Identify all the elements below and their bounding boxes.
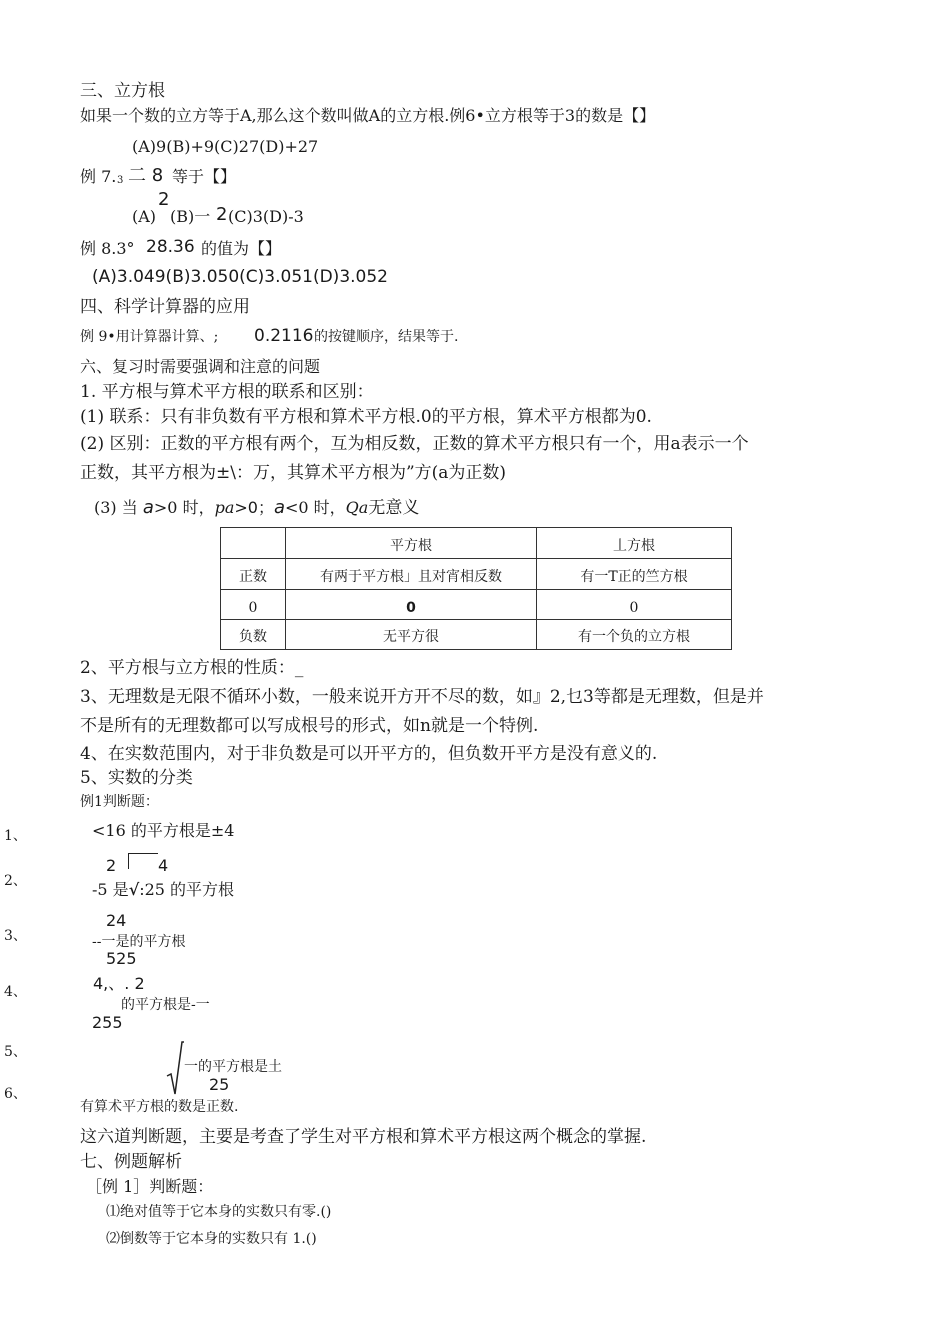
- item-number-6: 6、: [4, 1086, 27, 1102]
- condition-var-a: a: [142, 497, 154, 518]
- point-4: 4、在实数范围内，对于非负数是可以开平方的，但负数开平方是没有意义的.: [80, 744, 658, 764]
- example-8-options: (A)3.049(B)3.050(C)3.051(D)3.052: [92, 267, 388, 287]
- item-5-denominator: 25: [209, 1075, 230, 1094]
- example-8-value: 28.36: [146, 237, 195, 257]
- section-3-title: 三、立方根: [80, 81, 165, 101]
- point-3: 3、无理数是无限不循环小数，一般来说开方开不尽的数，如』2,乜3等都是无理数，但是并: [80, 687, 764, 707]
- condition-pa: pa: [214, 498, 235, 517]
- example-7-label: 例 7.: [80, 167, 117, 186]
- item-4-denominator: 255: [92, 1013, 123, 1032]
- item-number-3: 3、: [4, 928, 27, 944]
- condition-pa-gt: >0；: [234, 498, 274, 517]
- table-cell: 负数: [221, 620, 286, 650]
- point-5: 5、实数的分类: [80, 768, 193, 788]
- table-cell: 无平方很: [286, 620, 537, 650]
- table-cell: 有两于平方根」且对宵相反数: [286, 559, 537, 590]
- point-1-difference: (2) 区别：正数的平方根有两个，互为相反数，正数的算术平方根只有一个，用a表示一个: [80, 434, 749, 454]
- table-cell: 0: [286, 590, 537, 620]
- example-8-label: 例 8.3°: [80, 239, 135, 258]
- condition-qa: Qa: [345, 498, 369, 517]
- item-2-main: -5 是: [92, 880, 129, 899]
- item-number-1: 1、: [4, 828, 27, 844]
- table-header-cell: 平方根: [286, 528, 537, 559]
- item-3: --一是的平方根: [92, 934, 186, 950]
- example-9-value: 0.2116: [254, 326, 314, 346]
- point-1-condition: [94, 498, 419, 518]
- example-7-option-b: (B)一: [170, 207, 211, 226]
- radical-icon: √: [128, 880, 140, 899]
- radical-sign-icon: [165, 1040, 185, 1096]
- condition-gt-zero: >0 时，: [153, 498, 215, 517]
- item-1: <16 的平方根是±4: [92, 821, 235, 840]
- worked-example-q1: ⑴绝对值等于它本身的实数只有零.(): [106, 1204, 332, 1220]
- item-2-superscript: 2: [106, 856, 117, 875]
- example-7-option-a: (A): [132, 207, 157, 226]
- example-6-options: (A)9(B)+9(C)27(D)+27: [132, 137, 319, 156]
- summary-text: 这六道判断题，主要是考查了学生对平方根和算术平方根这两个概念的掌握.: [80, 1127, 647, 1147]
- point-2: 2、平方根与立方根的性质：_: [80, 658, 304, 678]
- item-number-2: 2、: [4, 873, 27, 889]
- table-cell: 有一个负的立方根: [537, 620, 732, 650]
- table-cell: 有一T正的竺方根: [537, 559, 732, 590]
- condition-lt-zero: <0 时，: [284, 498, 346, 517]
- table-cell: 0: [537, 590, 732, 620]
- point-1-difference-cont: 正数，其平方根为±\：万，其算术平方根为”方(a为正数): [80, 463, 507, 483]
- item-2-top-value: 4: [158, 856, 169, 875]
- example-7-superscript: 2: [158, 189, 170, 210]
- example-8-question: 的值为【】: [201, 239, 282, 258]
- example-9-question: 的按键顺序，结果等于.: [314, 329, 459, 345]
- item-2-tail: :25 的平方根: [139, 880, 235, 899]
- point-1-relation: (1) 联系：只有非负数有平方根和算术平方根.0的平方根，算术平方根都为0.: [80, 407, 652, 427]
- section-6-title: 六、复习时需要强调和注意的问题: [80, 357, 321, 376]
- item-4: 的平方根是-一: [121, 997, 210, 1013]
- example-9-label: 例 9•用计算器计算、;: [80, 329, 219, 345]
- example-7-option-b-value: 2: [216, 204, 228, 225]
- item-2: [92, 881, 234, 899]
- worked-example-q2: ⑵倒数等于它本身的实数只有 1.(): [106, 1231, 317, 1247]
- condition-meaningless: 无意义: [368, 498, 420, 518]
- item-number-4: 4、: [4, 984, 27, 1000]
- table-row: [221, 620, 732, 650]
- item-5: 一的平方根是土: [184, 1059, 282, 1075]
- radical-overline: [128, 853, 158, 854]
- item-3-numerator: 24: [106, 911, 127, 930]
- table-header-cell: 丄方根: [537, 528, 732, 559]
- condition-var-a-2: a: [273, 497, 285, 518]
- condition-prefix: (3) 当: [94, 498, 138, 517]
- example-7-root-index: 3: [117, 175, 124, 186]
- table-row: [221, 559, 732, 590]
- item-3-denominator: 525: [106, 949, 137, 968]
- item-number-5: 5、: [4, 1044, 27, 1060]
- item-4-numerator: 4,、. 2: [93, 974, 145, 993]
- section-4-title: 四、科学计算器的应用: [80, 297, 250, 317]
- table-cell: 正数: [221, 559, 286, 590]
- table-header-row: [221, 528, 732, 559]
- root-comparison-table: [220, 527, 732, 650]
- worked-example-title: ［例 1］判断题：: [86, 1177, 214, 1196]
- section-7-title: 七、例题解析: [80, 1152, 182, 1172]
- point-3-cont: 不是所有的无理数都可以写成根号的形式，如n就是一个特例.: [80, 716, 539, 736]
- table-header-cell: [221, 528, 286, 559]
- example-7-question: 等于【】: [172, 167, 237, 186]
- example-1-title: 例1判断题：: [80, 794, 159, 810]
- item-6: 有算术平方根的数是正数.: [80, 1099, 239, 1115]
- example-7-expression: 二 8: [128, 165, 164, 186]
- table-cell: 0: [221, 590, 286, 620]
- table-row: [221, 590, 732, 620]
- radical-stroke: [128, 853, 129, 869]
- cube-root-definition: 如果一个数的立方等于A,那么这个数叫做A的立方根.例6•立方根等于3的数是【】: [80, 106, 656, 125]
- example-7-option-cd: (C)3(D)-3: [228, 207, 304, 226]
- point-1-heading: 1. 平方根与算术平方根的联系和区别：: [80, 382, 374, 402]
